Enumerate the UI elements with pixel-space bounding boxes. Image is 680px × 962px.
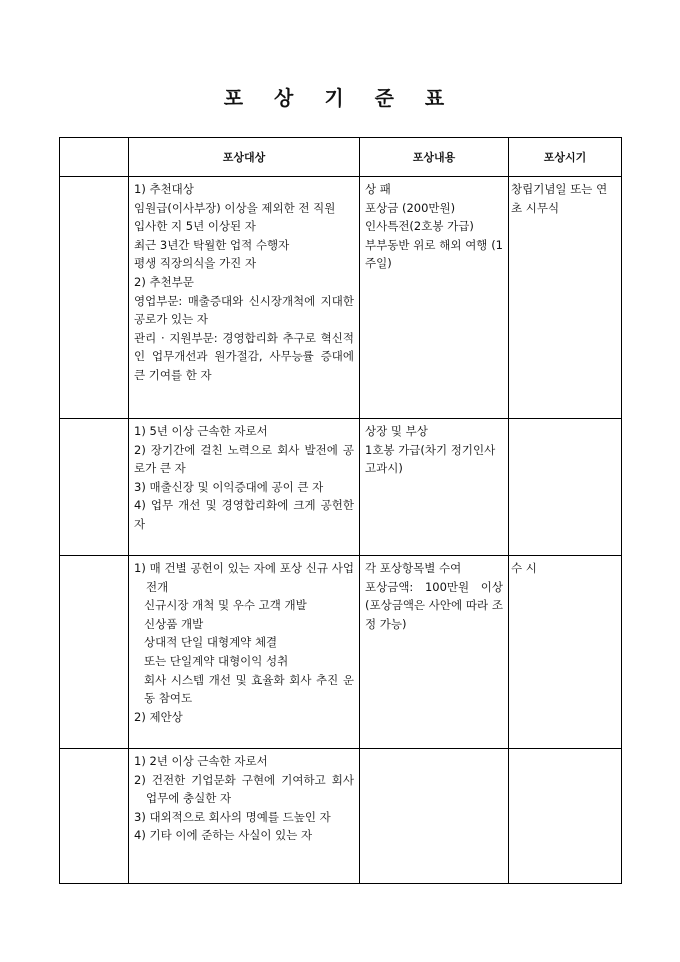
target-line: 2) 추천부문 [134, 274, 194, 289]
content-line: 1호봉 가급(차기 정기인사 고과시) [365, 442, 496, 476]
award-criteria-table [59, 137, 622, 884]
target-line: 상대적 단일 대형계약 체결 [144, 635, 278, 650]
target-line: 또는 단일계약 대형이익 성취 [144, 653, 289, 668]
timing-cell [509, 177, 622, 419]
target-line: 최근 3년간 탁월한 업적 수행자 [134, 237, 290, 252]
target-line: 신상품 개발 [144, 616, 204, 631]
target-line: 입사한 지 5년 이상된 자 [134, 219, 256, 234]
target-line: 1) 매 건별 공헌이 있는 자에 포상 신규 사업 전개 [134, 561, 354, 594]
target-line: 2) 장기간에 걸친 노력으로 회사 발전에 공로가 큰 자 [134, 442, 354, 476]
target-line: 3) 대외적으로 회사의 명예를 드높인 자 [134, 809, 331, 824]
content-cell [360, 749, 509, 884]
timing-line: 수 시 [511, 561, 537, 575]
target-line: 2) 제안상 [134, 709, 183, 724]
target-cell [129, 177, 360, 419]
timing-cell [509, 419, 622, 556]
target-cell [129, 749, 360, 884]
row-label-cell [60, 749, 129, 884]
target-line: 1) 5년 이상 근속한 자로서 [134, 424, 268, 438]
target-line: 1) 추천대상 [134, 182, 194, 196]
content-line: 각 포상항목별 수여 [365, 561, 462, 575]
timing-cell [509, 556, 622, 749]
content-line: 상 패 [365, 182, 391, 196]
timing-line: 창립기념일 또는 연초 시무식 [511, 182, 608, 215]
target-line: 신규시장 개척 및 우수 고객 개발 [144, 598, 307, 613]
target-cell [129, 556, 360, 749]
header-content: 포상내용 [360, 138, 509, 177]
timing-cell [509, 749, 622, 884]
header-blank [60, 138, 129, 177]
table-row [60, 749, 622, 884]
table-header-row [60, 138, 622, 177]
target-line: 임원급(이사부장) 이상을 제외한 전 직원 [134, 200, 336, 215]
row-label-cell [60, 556, 129, 749]
target-line: 1) 2년 이상 근속한 자로서 [134, 754, 268, 768]
content-line: 포상금액: 100만원 이상 (포상금액은 사안에 따라 조정 가능) [365, 579, 503, 631]
target-cell [129, 419, 360, 556]
target-line: 관리 · 지원부문: 경영합리화 추구로 혁신적인 업무개선과 원가절감, 사무능률 증대에 큰 기여를 한 자 [134, 330, 354, 382]
content-line: 인사특전(2호봉 가급) [365, 219, 474, 234]
target-line: 4) 기타 이에 준하는 사실이 있는 자 [134, 828, 313, 843]
page-title: 포 상 기 준 표 [223, 86, 457, 110]
target-line: 3) 매출신장 및 이익증대에 공이 큰 자 [134, 479, 324, 494]
table-row [60, 556, 622, 749]
content-line: 상장 및 부상 [365, 424, 428, 438]
row-label-cell [60, 419, 129, 556]
content-cell [360, 177, 509, 419]
table-row [60, 177, 622, 419]
target-line: 4) 업무 개선 및 경영합리화에 크게 공헌한 자 [134, 498, 354, 531]
content-line: 부부동반 위로 해외 여행 (1주일) [365, 237, 503, 271]
row-label-cell [60, 177, 129, 419]
content-cell [360, 556, 509, 749]
content-line: 포상금 (200만원) [365, 200, 456, 215]
table-row [60, 419, 622, 556]
target-line: 회사 시스템 개선 및 효율화 회사 추진 운동 참여도 [144, 672, 354, 706]
target-line: 영업부문: 매출증대와 신시장개척에 지대한 공로가 있는 자 [134, 293, 354, 327]
content-cell [360, 419, 509, 556]
header-timing: 포상시기 [509, 138, 622, 177]
header-target: 포상대상 [129, 138, 360, 177]
target-line: 2) 건전한 기업문화 구현에 기여하고 회사 업무에 충실한 자 [134, 772, 354, 806]
target-line: 평생 직장의식을 가진 자 [134, 256, 257, 271]
